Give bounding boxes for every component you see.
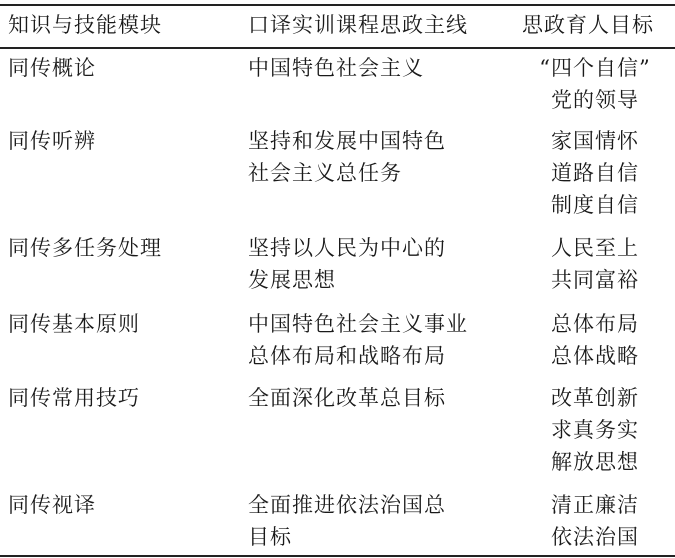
table-bottom-rule (0, 555, 675, 557)
row-1-goals (520, 52, 670, 116)
row-6-goals (520, 489, 670, 553)
row-4-mainline (248, 308, 468, 372)
row-4-module: 同传基本原则 (8, 312, 140, 336)
row-1-goal: 党的领导 (551, 88, 639, 112)
row-2-goal: 道路自信 (551, 161, 639, 185)
row-3-module: 同传多任务处理 (8, 236, 162, 260)
row-3-mainline-line: 坚持以人民为中心的 (248, 236, 446, 260)
row-5-goal: 改革创新 (551, 386, 639, 410)
row-3-goal: 共同富裕 (551, 268, 639, 292)
row-3-goal: 人民至上 (551, 236, 639, 260)
row-2-module: 同传听辨 (8, 129, 96, 153)
header-mainline: 口译实训课程思政主线 (248, 13, 468, 37)
row-2-mainline (248, 125, 446, 189)
row-1-goal: “四个自信” (539, 56, 651, 80)
row-2-goal: 制度自信 (551, 193, 639, 217)
row-5-goal: 解放思想 (551, 450, 639, 474)
header-goals: 思政育人目标 (522, 13, 654, 37)
row-5-mainline (248, 382, 446, 414)
table-header-rule (0, 47, 675, 49)
row-1-mainline-line: 中国特色社会主义 (248, 56, 424, 80)
row-2-mainline-line: 社会主义总任务 (248, 161, 402, 185)
row-6-mainline-line: 全面推进依法治国总 (248, 493, 446, 517)
row-6-goal: 清正廉洁 (551, 493, 639, 517)
row-6-module: 同传视译 (8, 493, 96, 517)
row-4-goals (520, 308, 670, 372)
row-6-mainline (248, 489, 446, 553)
row-4-goal: 总体布局 (551, 312, 639, 336)
row-4-mainline-line: 总体布局和战略布局 (248, 344, 446, 368)
row-5-mainline-line: 全面深化改革总目标 (248, 386, 446, 410)
row-4-goal: 总体战略 (551, 344, 639, 368)
row-1-module: 同传概论 (8, 56, 96, 80)
row-5-module: 同传常用技巧 (8, 386, 140, 410)
row-2-goal: 家国情怀 (551, 129, 639, 153)
row-3-mainline (248, 232, 446, 296)
table-top-rule (0, 4, 675, 6)
row-3-goals (520, 232, 670, 296)
row-2-mainline-line: 坚持和发展中国特色 (248, 129, 446, 153)
row-4-mainline-line: 中国特色社会主义事业 (248, 312, 468, 336)
row-6-goal: 依法治国 (551, 525, 639, 549)
row-5-goal: 求真务实 (551, 418, 639, 442)
row-1-mainline (248, 52, 424, 84)
header-module: 知识与技能模块 (8, 13, 162, 37)
row-6-mainline-line: 目标 (248, 525, 292, 549)
row-2-goals (520, 125, 670, 221)
row-3-mainline-line: 发展思想 (248, 268, 336, 292)
row-5-goals (520, 382, 670, 478)
